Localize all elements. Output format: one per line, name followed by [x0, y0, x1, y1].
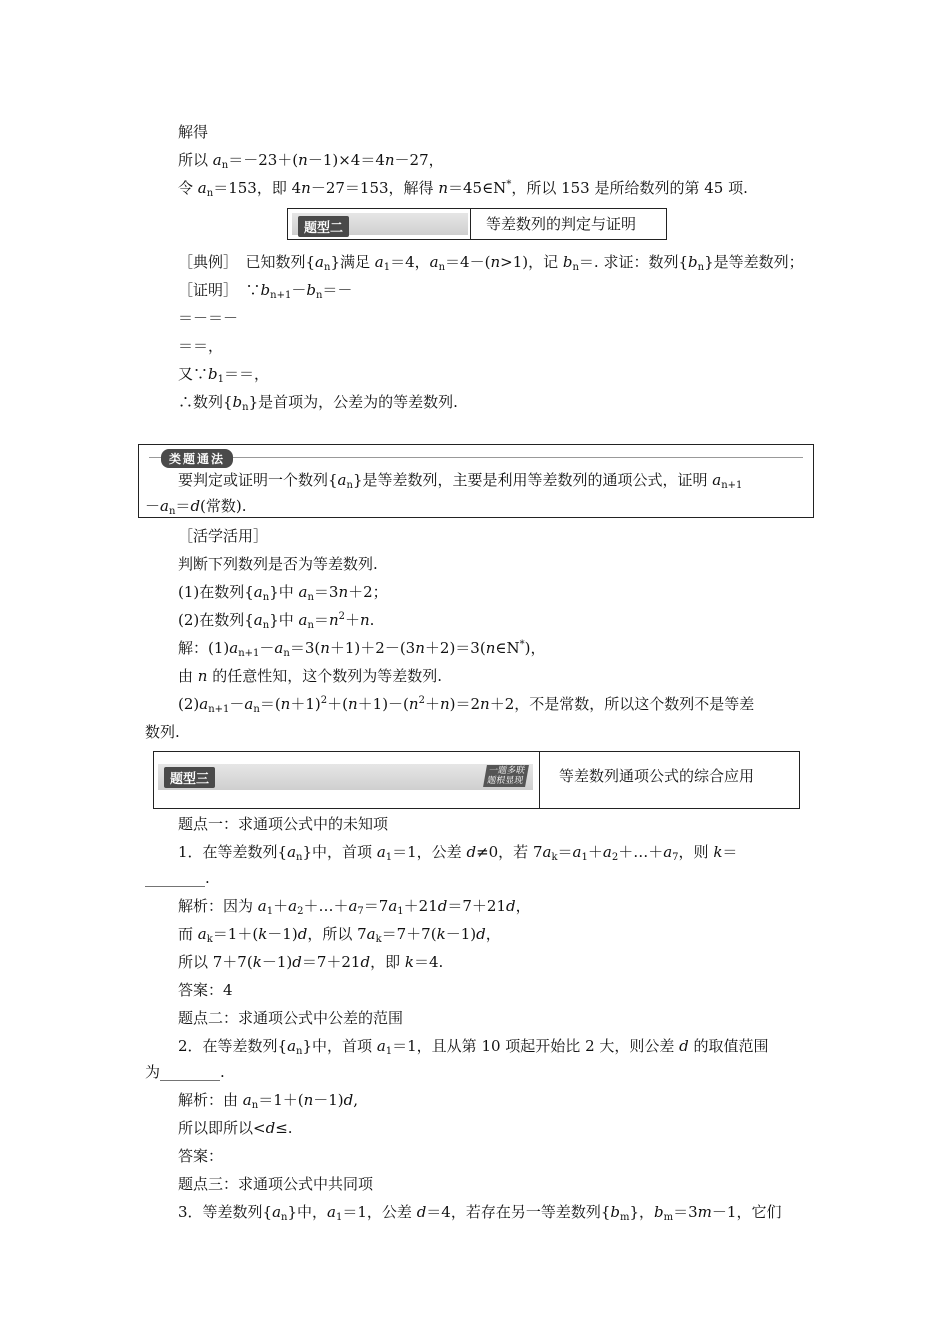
- text-line: 由 n 的任意性知，这个数列为等差数列.: [178, 667, 442, 685]
- answer-line: 答案：: [178, 1147, 224, 1165]
- text-line: 判断下列数列是否为等差数列.: [178, 555, 378, 573]
- text-line: 数列.: [145, 723, 180, 741]
- text-line: ________.: [145, 869, 210, 887]
- banner-divider: [470, 209, 471, 239]
- section-banner-type-3: [153, 751, 800, 809]
- banner-tag: 题型三: [164, 767, 215, 788]
- text-line: 为________.: [145, 1063, 225, 1081]
- proof-line: 又$\because b_1==$，: [178, 365, 270, 385]
- section-banner-type-2: [287, 208, 667, 240]
- banner-shade: [292, 213, 468, 235]
- proof-line: ＝－＝－: [178, 309, 239, 327]
- text-line: 令 $a_n=153$，即 4n－27＝153，解得 n＝45∈N*，所以 153 是所给数列的第 45 项.: [178, 179, 748, 199]
- text-line: ［活学活用］: [178, 527, 269, 545]
- example-line: ［典例］ 已知数列$\{a_n\}$满足 $a_1=4$，$a_n=4-(n>1)$，记 $b_n=$. 求证：数列$\{b_n\}$是等差数列；: [178, 253, 804, 273]
- text-line: (1)在数列$\{a_n\}$中 $a_n=3n+2$；: [178, 583, 388, 603]
- text-line: 解得: [178, 123, 209, 141]
- text-line: 所以即所以<d≤.: [178, 1119, 293, 1137]
- text-line: 解：$(1)a_{n+1}-a_n=3(n+1)+2-(3n+2)=3(n\in N^*)$，: [178, 639, 546, 659]
- banner-seal: 一题多联 题根显现: [483, 765, 529, 787]
- text-line: 解析：因为 $a_1+a_2+\dots+a_7=7a_1+21d=7+21d$，: [178, 897, 531, 917]
- banner-divider: [539, 752, 540, 808]
- text-line: 2．在等差数列$\{a_n\}$中，首项 $a_1=1$，且从第 10 项起开始比 2 大，则公差 d 的取值范围: [178, 1037, 769, 1057]
- answer-line: 答案：4: [178, 981, 233, 999]
- text-line: 所以 $a_n=-23+(n-1)\times 4=4n-27$，: [178, 151, 444, 171]
- proof-line: ∴数列$\{b_n\}$是首项为，公差为的等差数列.: [178, 393, 458, 413]
- banner-title: 等差数列的判定与证明: [486, 215, 637, 233]
- banner-title: 等差数列通项公式的综合应用: [559, 767, 755, 785]
- text-line: 题点二：求通项公式中公差的范围: [178, 1009, 404, 1027]
- tip-tag: 类题通法: [161, 449, 233, 468]
- text-line: $(2)a_{n+1}-a_n=(n+1)^2+(n+1)-(n^2+n)=2n+2$，不是常数，所以这个数列不是等差: [178, 695, 755, 715]
- text-line: 解析：由 $a_n=1+(n-1)d$,: [178, 1091, 359, 1111]
- tip-rule: [149, 457, 803, 458]
- banner-shade: [158, 764, 533, 790]
- proof-line: ＝＝，: [178, 337, 224, 355]
- text-line: 而 $a_k=1+(k-1)d$，所以 $7a_k=7+7(k-1)d$，: [178, 925, 501, 945]
- text-line: 所以 7＋7(k－1)d＝7＋21d，即 k＝4.: [178, 953, 444, 971]
- text-line: 3．等差数列$\{a_n\}$中，$a_1=1$，公差 d＝4，若存在另一等差数列$\{b_m\}$，$b_m=3m-1$，它们: [178, 1203, 782, 1223]
- text-line: 题点三：求通项公式中共同项: [178, 1175, 374, 1193]
- proof-line: ［证明］ $\because b_{n+1}-b_n=-$: [178, 281, 353, 301]
- text-line: (2)在数列$\{a_n\}$中 $a_n=n^2+n$.: [178, 611, 375, 631]
- banner-tag: 题型二: [298, 216, 349, 237]
- tip-line: $-a_n=d$(常数).: [145, 497, 247, 517]
- text-line: 1．在等差数列$\{a_n\}$中，首项 $a_1=1$，公差 d≠0，若 $7a_k=a_1+a_2+\dots+a_7$，则 k＝: [178, 843, 738, 863]
- text-line: 题点一：求通项公式中的未知项: [178, 815, 389, 833]
- tip-line: 要判定或证明一个数列$\{a_n\}$是等差数列，主要是利用等差数列的通项公式，证明 $a_{n+1}$: [178, 471, 743, 491]
